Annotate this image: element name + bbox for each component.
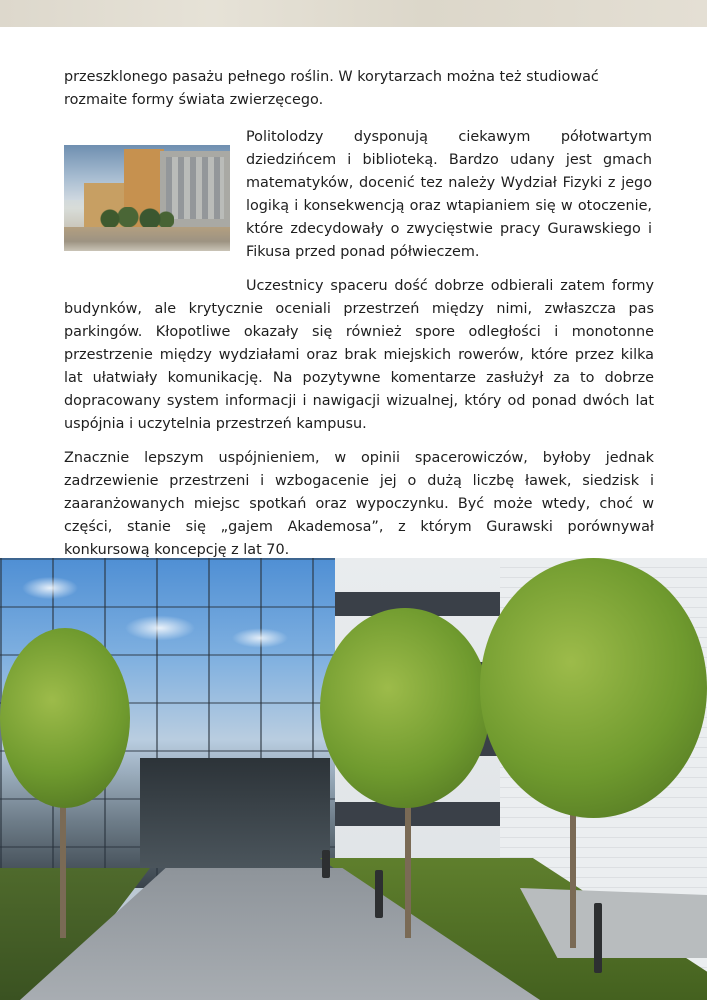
photo-tree [480, 558, 707, 818]
photo-lamp-post [322, 850, 330, 878]
campus-courtyard-photo [0, 558, 707, 1000]
photo-entrance [140, 758, 330, 868]
photo-ground [64, 227, 230, 251]
paragraph-greenery: Znacznie lepszym uspójnieniem, w opinii spacerowiczów, byłoby jednak zadrzewienie przestrzeni i wzbogacenie jej o dużą liczbę ławek, siedzisk i zaaranżowanych miejsc spotkań oraz wypoczynku. Być może wtedy, choć w części, stanie się „gajem Akademosa”, z którym Gurawski porównywał konkursową koncepcję z lat 70. [64, 450, 654, 558]
paragraph-political-science: Politolodzy dysponują ciekawym półotwartym dziedzińcem i biblioteką. Bardzo udany jest gmach matematyków, docenić tez należy Wydział Fizyki z jego logiką i konsekwencją oraz wtapianiem się w otoczenie, które zdecydowały o zwycięstwie pracy Gurawskiego i Fikusa przed ponad półwieczem. [246, 129, 652, 260]
paragraph-walk-participants: Uczestnicy spaceru dość dobrze odbierali zatem formy budynków, ale krytycznie oceniali przestrzeń między nimi, zwłaszcza pas parkingów. Kłopotliwe okazały się również spore odległości i monotonne przestrzenie między wydziałami oraz brak miejskich rowerów, które przez kilka lat ułatwiały komunikację. Na pozytywne komentarze zasłużył za to dobrze dopracowany system informacji i nawigacji wizualnej, który od ponad dwóch lat uspójnia i uczytelnia przestrzeń kampusu. [64, 278, 654, 432]
campus-building-photo [64, 145, 230, 251]
photo-tree-trunk [60, 788, 66, 938]
top-decorative-band [0, 0, 707, 27]
photo-tree [320, 608, 490, 808]
photo-trees [100, 207, 174, 229]
photo-lamp-post [375, 870, 383, 918]
photo-tree [0, 628, 130, 808]
paragraph-intro-continuation: przeszklonego pasażu pełnego roślin. W korytarzach można też studiować rozmaite formy świata zwierzęcego. [64, 69, 599, 108]
photo-lamp-post [594, 903, 602, 973]
